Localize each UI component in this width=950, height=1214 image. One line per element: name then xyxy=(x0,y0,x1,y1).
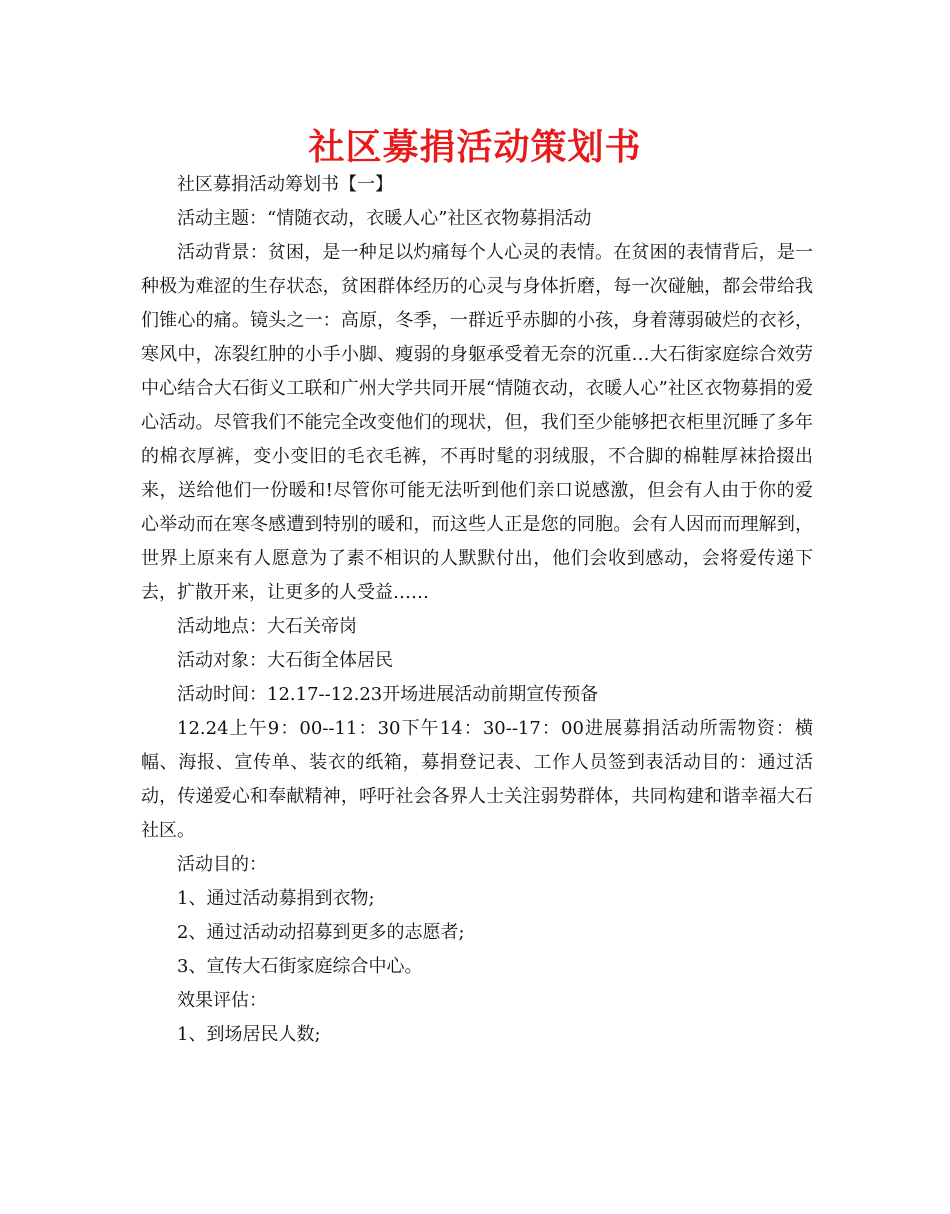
paragraph-subtitle: 社区募捐活动筹划书【一】 xyxy=(177,174,393,195)
paragraph-evaluation-heading: 效果评估： xyxy=(177,990,267,1011)
paragraph-theme: 活动主题：“情随衣动，衣暖人心”社区衣物募捐活动 xyxy=(177,208,592,229)
document-body xyxy=(141,168,813,1052)
paragraph-goal-1: 1、通过活动募捐到衣物; xyxy=(177,888,375,909)
paragraph-goal-3: 3、宣传大石街家庭综合中心。 xyxy=(177,956,423,977)
paragraph-evaluation-1: 1、到场居民人数; xyxy=(177,1024,321,1045)
document-title: 社区募捐活动策划书 xyxy=(308,127,642,168)
paragraph-goal-2: 2、通过活动动招募到更多的志愿者; xyxy=(177,922,465,943)
paragraph-background: 活动背景：贫困，是一种足以灼痛每个人心灵的表情。在贫困的表情背后，是一种极为难涩的生存状态，贫困群体经历的心灵与身体折磨，每一次碰触，都会带给我们锥心的痛。镜头之一：高原，冬季，一群近乎赤脚的小孩，身着薄弱破烂的衣衫，寒风中，冻裂红肿的小手小脚、瘦弱的身躯承受着无奈的沉重…大石街家庭综合效劳中心结合大石街义工联和广州大学共同开展“情随衣动，衣暖人心”社区衣物募捐的爱心活动。尽管我们不能完全改变他们的现状，但，我们至少能够把衣柜里沉睡了多年的棉衣厚裤，变小变旧的毛衣毛裤，不再时髦的羽绒服，不合脚的棉鞋厚袜拾掇出来，送给他们一份暖和!尽管你可能无法听到他们亲口说感激，但会有人由于你的爱心举动而在寒冬感遭到特别的暖和，而这些人正是您的同胞。会有人因而而理解到，世界上原来有人愿意为了素不相识的人默默付出，他们会收到感动，会将爱传递下去，扩散开来，让更多的人受益…… xyxy=(141,242,813,603)
paragraph-time: 活动时间：12.17--12.23开场进展活动前期宣传预备 xyxy=(177,684,599,705)
paragraph-schedule-materials: 12.24上午9：00--11：30下午14：30--17：00进展募捐活动所需物资：横幅、海报、宣传单、装衣的纸箱，募捐登记表、工作人员签到表活动目的：通过活动，传递爱心和奉献精神，呼吁社会各界人士关注弱势群体，共同构建和谐幸福大石社区。 xyxy=(141,718,813,841)
paragraph-goals-heading: 活动目的： xyxy=(177,854,267,875)
paragraph-location: 活动地点：大石关帝岗 xyxy=(177,616,357,637)
paragraph-audience: 活动对象：大石街全体居民 xyxy=(177,650,393,671)
